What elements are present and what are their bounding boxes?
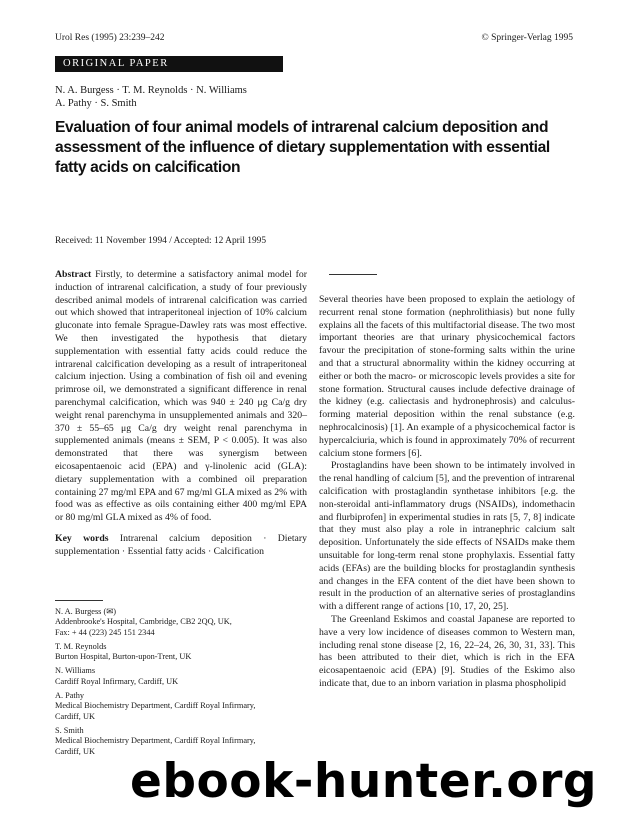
author-list: [55, 84, 575, 110]
right-column: [319, 294, 575, 691]
received-accepted-dates: Received: 11 November 1994 / Accepted: 12 April 1995: [55, 236, 267, 246]
author-line-2: A. Pathy · S. Smith: [55, 98, 137, 109]
affiliations: [55, 607, 307, 761]
left-column: [55, 269, 307, 559]
abstract: [55, 269, 307, 525]
article-type-banner: ORIGINAL PAPER: [55, 56, 283, 72]
watermark: ebook-hunter.org: [130, 754, 598, 809]
affiliation-block: [55, 642, 307, 663]
affiliation-block: [55, 691, 307, 722]
abstract-label: Abstract: [55, 269, 92, 280]
journal-citation: Urol Res (1995) 23:239–242: [55, 33, 165, 43]
author-line-1: N. A. Burgess · T. M. Reynolds · N. Williams: [55, 85, 247, 96]
affiliation-line: Cardiff, UK: [55, 746, 95, 756]
affiliation-name: N. A. Burgess (✉): [55, 607, 116, 616]
body-paragraph: The Greenland Eskimos and coastal Japanese are reported to have a very low incidence of diseases common to Western man, including renal stone disease [2, 16, 22–24, 26, 30, 31, 33]. This has been attributed to their diet, which is rich in the EFA eicosapentaenoic acid (EPA) [9]. Studies of the Eskimo also indicate that, due to an inborn variation in plasma phospholipid: [319, 613, 575, 689]
affiliation-name: N. Williams: [55, 666, 96, 676]
affiliation-block: [55, 607, 307, 638]
affiliation-name: A. Pathy: [55, 691, 85, 701]
affiliation-block: [55, 666, 307, 687]
keywords-label: Key words: [55, 532, 109, 544]
abstract-text: Firstly, to determine a satisfactory animal model for induction of intrarenal calcification, a study of four previously described animal models of intrarenal calcification was carried out which showed that intraperitoneal injection of 10% calcium gluconate into female Sprague-Dawley rats was most effective. We then investigated the hypothesis that dietary supplementation with essential fatty acids could reduce the intrarenal calcification developing as a result of intraperitoneal calcium injection. Using a combination of fish oil and evening primrose oil, we demonstrated a significant difference in renal parenchymal calcification, which was 940 ± 240 μg Ca/g dry weight renal parenchyma in unsupplemented animals and 320–370 ± 55–65 μg Ca/g dry weight renal parenchyma in supplemented animals (means ± SEM, P < 0.005). It was also demonstrated that there was synergism between eicosapentaenoic acid (EPA) and γ-linolenic acid (GLA): dietary supplementation with a combined oil preparation containing 27 mg/ml EPA and 67 mg/ml GLA mixed as 2% with food was as effective as oils containing either 400 mg/ml EPA or 80 mg/ml GLA mixed as 4% of food.: [55, 269, 308, 524]
affiliation-line: Cardiff Royal Infirmary, Cardiff, UK: [55, 676, 179, 686]
affiliation-line: Cardiff, UK: [55, 711, 95, 721]
body-paragraph: Prostaglandins have been shown to be intimately involved in the renal handling of calcium [5], and the prevention of intrarenal calcification with prostaglandin synthetase inhibitors [e.g. the non-steroidal anti-inflammatory drugs (NSAIDs), indomethacin and flurbiprofen] in experimental studies in rats [5, 7, 8] indicate that they must also play a role in intranephric calcium salt deposition. Unfortunately the side effects of NSAIDs make them unsuitable for long-term renal stone prophylaxis. Essential fatty acids (EFAs) are the building blocks for prostaglandin synthesis and changes in the EFA content of the diet have been shown to result in the production of an alternative series of prostaglandins with a different range of actions [10, 17, 20, 25].: [319, 460, 575, 613]
affiliation-line: Medical Biochemistry Department, Cardiff Royal Infirmary,: [55, 736, 256, 746]
affiliation-line: Medical Biochemistry Department, Cardiff Royal Infirmary,: [55, 701, 256, 711]
article-title: Evaluation of four animal models of intrarenal calcium deposition and assessment of the influence of dietary supplementation with essential fatty acids on calcification: [55, 119, 550, 176]
keywords: [55, 533, 307, 559]
affiliation-divider: [55, 600, 103, 601]
body-divider: [329, 274, 377, 275]
affiliation-line: Addenbrooke's Hospital, Cambridge, CB2 2QQ, UK,: [55, 617, 232, 627]
affiliation-line: Fax: + 44 (223) 245 151 2344: [55, 627, 155, 637]
affiliation-name: T. M. Reynolds: [55, 641, 107, 651]
affiliation-name: S. Smith: [55, 725, 84, 735]
copyright-notice: © Springer-Verlag 1995: [481, 33, 573, 43]
keywords-text: Intrarenal calcium deposition · Dietary supplementation · Essential fatty acids · Calcification: [55, 532, 308, 557]
body-paragraph: Several theories have been proposed to explain the aetiology of recurrent renal stone formation (nephrolithiasis) but none fully explains all the facets of this multifactorial disease. The two most important theories are that urinary physicochemical factors favour the precipitation of stone-forming salts within the urine and that a structural abnormality within the kidney occurring at either or both the macro- or microscopic levels provides a site for stone formation. Structural causes include defective drainage of the kidney (e.g. caliectasis and hydronephrosis) and calculus-forming material deposition within the renal substance (e.g. nephrocalcinosis) [1]. An example of a physicochemical factor is hypercalciuria, which is found in approximately 70% of recurrent calcium stone formers [6].: [319, 294, 575, 459]
running-header: [55, 33, 573, 47]
affiliation-line: Burton Hospital, Burton-upon-Trent, UK: [55, 652, 192, 662]
